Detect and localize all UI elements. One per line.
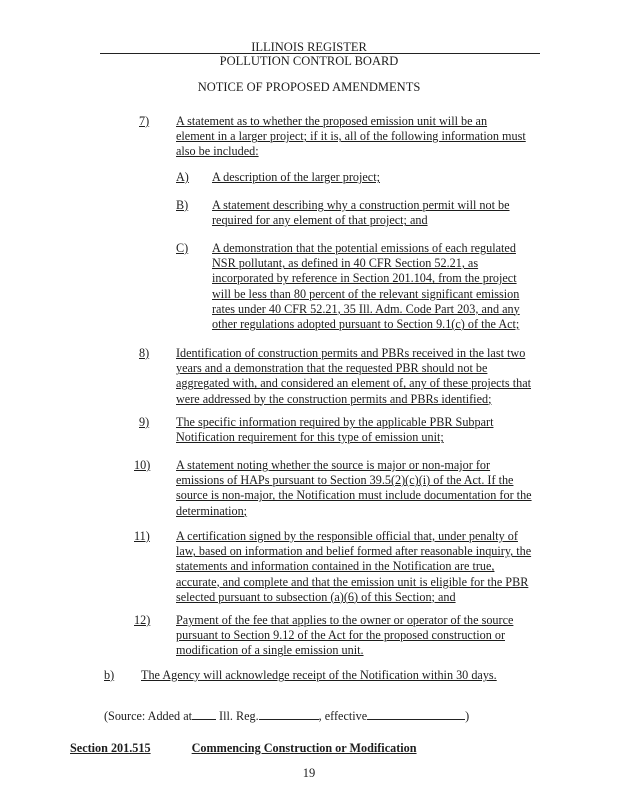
item-text: A description of the larger project; xyxy=(212,170,380,184)
item-text: Payment of the fee that applies to the owner or operator of the source pursuant to Section 9.12 of the Act for the proposed construction or modification of a single emission unit. xyxy=(176,613,514,658)
item-number: A) xyxy=(176,170,189,184)
item-text: A statement describing why a construction permit will not be required for any element of that project; and xyxy=(212,198,510,228)
page-number: 19 xyxy=(302,766,316,780)
register-title: ILLINOIS REGISTER xyxy=(251,40,367,54)
item-number: C) xyxy=(176,241,189,255)
item-text: A statement as to whether the proposed emission unit will be an element in a larger project; if it is, all of the following information must also be included: xyxy=(176,114,526,159)
item-number: b) xyxy=(104,668,115,682)
item-text: A demonstration that the potential emissions of each regulated NSR pollutant, as defined in 40 CFR Section 52.21, as incorporated by reference in Section 201.104, from the project will be less than 80 percent of the relevant significant emission rates under 40 CFR 52.21, 35 Ill. Adm. Code Part 203, and any other regulations adopted pursuant to Section 9.1(c) of the Act; xyxy=(212,241,520,332)
item-number: 12) xyxy=(134,613,151,627)
notice-title: NOTICE OF PROPOSED AMENDMENTS xyxy=(197,80,421,94)
item-number: 9) xyxy=(139,415,150,429)
item-text: A certification signed by the responsible official that, under penalty of law, based on information and belief formed after reasonable inquiry, the statements and information contained in the Notification are true, accurate, and complete and that the emission unit is eligible for the PBR selected pursuant to subsection (a)(6) of this Section; and xyxy=(176,529,532,604)
item-text: Identification of construction permits and PBRs received in the last two years and a demonstration that the requested PBR should not be aggregated with, and considered an element of, any of these projects that were addressed by the construction permits and PBRs identified; xyxy=(176,346,531,406)
item-text: The specific information required by the applicable PBR Subpart Notification requirement for this type of emission unit; xyxy=(176,415,494,445)
item-number: 7) xyxy=(139,114,150,128)
item-text: A statement noting whether the source is major or non-major for emissions of HAPs pursuant to Section 39.5(2)(c)(i) of the Act. If the source is non-major, the Notification must include documentation for the determination; xyxy=(176,458,532,518)
item-number: 11) xyxy=(134,529,150,543)
board-title: POLLUTION CONTROL BOARD xyxy=(219,54,399,68)
item-number: B) xyxy=(176,198,189,212)
date-blank xyxy=(367,708,465,720)
item-number: 10) xyxy=(134,458,151,472)
page-blank xyxy=(259,708,319,720)
item-number: 8) xyxy=(139,346,150,360)
section-number: Section 201.515 xyxy=(70,741,151,755)
section-heading xyxy=(70,741,417,756)
section-title: Commencing Construction or Modification xyxy=(191,741,417,755)
source-close: ) xyxy=(465,709,470,723)
register-label: Ill. Reg. xyxy=(219,709,259,723)
item-text: The Agency will acknowledge receipt of the Notification within 30 days. xyxy=(141,668,497,682)
volume-blank xyxy=(192,708,216,720)
source-label: (Source: Added at xyxy=(104,709,192,723)
effective-label: , effective xyxy=(318,709,368,723)
source-note xyxy=(104,708,469,724)
